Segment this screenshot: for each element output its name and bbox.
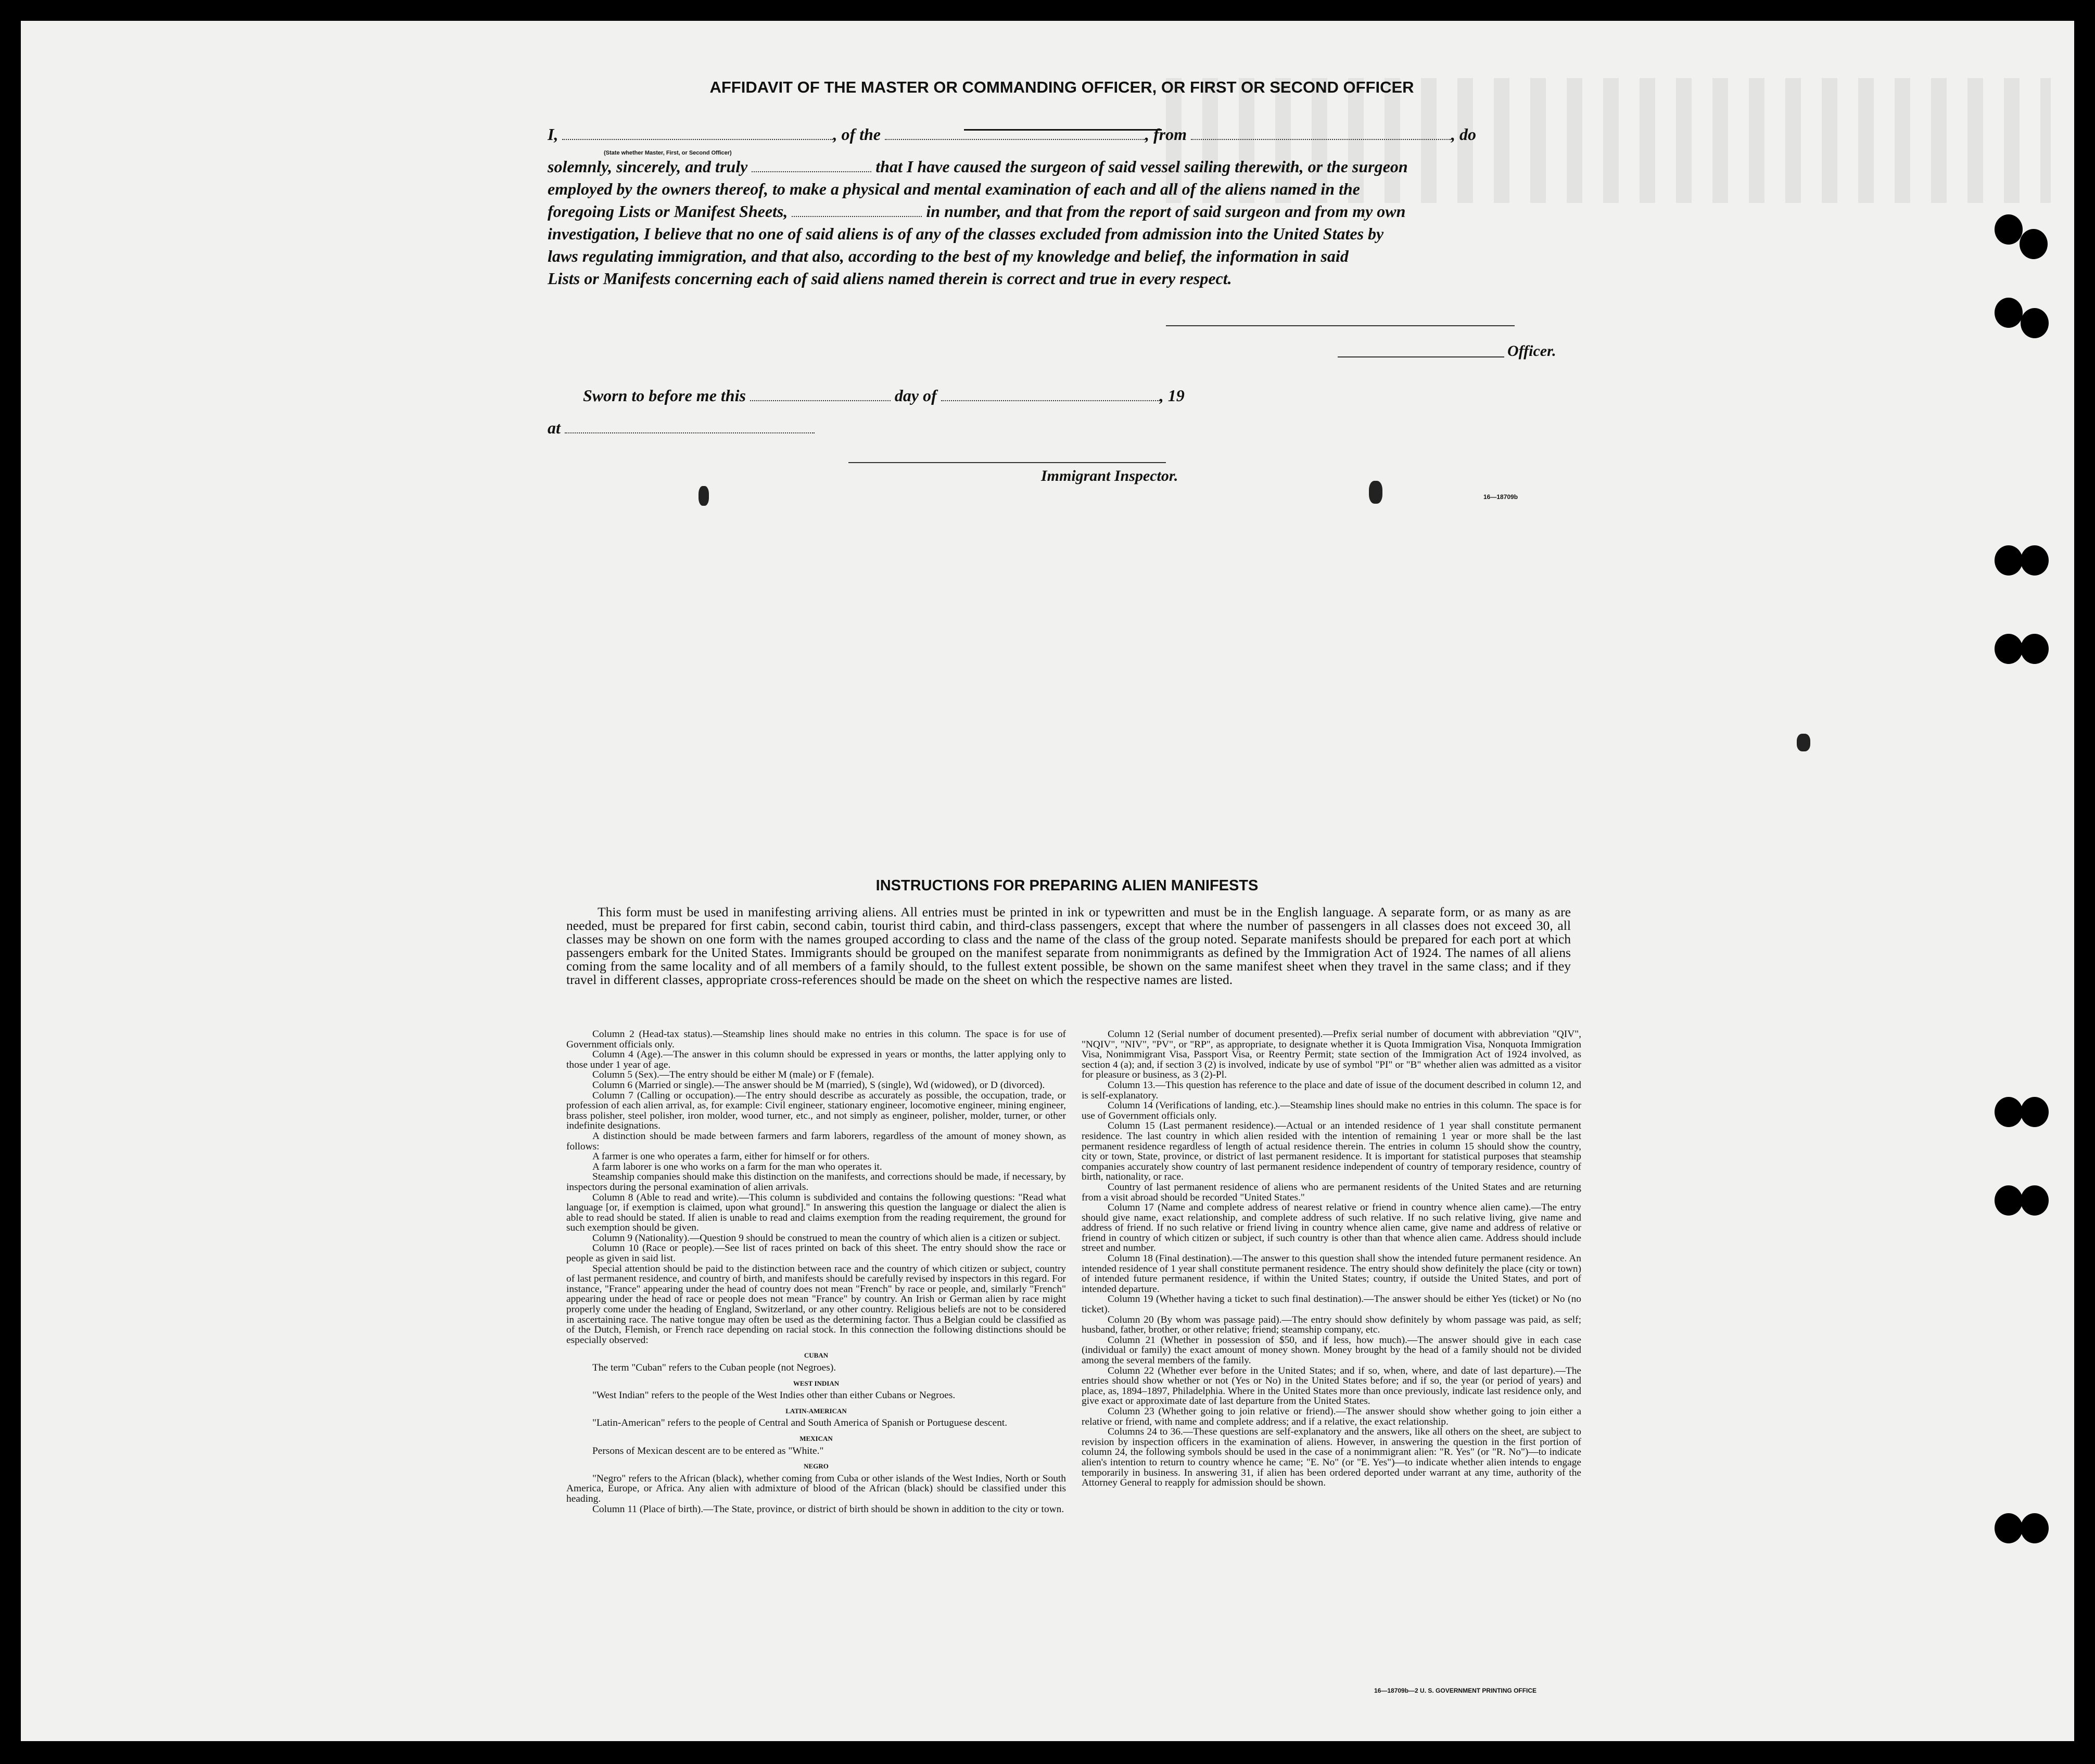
col24-36-paragraph: Columns 24 to 36.—These questions are self-explanatory and the answers, like all others on the sheet, are subject to revision by inspection officers in the examination of aliens. However, in answering the question in the first portion of column 24, the following symbols should be used in the case of a nonimmigrant alien: "R. Yes" (or "R. No")—to indicate alien's intention to return to country whence he came; "E. No" (or "E. Yes")—to indicate whether alien intends to engage temporarily in business. In answering 31, if alien has been ordered deported under warrant at any time, authority of the Attorney General to reapply for admission should be shown. [1082, 1426, 1581, 1489]
binder-hole [1995, 214, 2023, 245]
west-indian-text: "West Indian" refers to the people of the West Indies other than either Cubans or Negroes. [592, 1390, 956, 1401]
col23-paragraph: Column 23 (Whether going to join relative or friend).—The answer should show whether going to join either a relative or friend, with name and complete address; and if a relative, the exact relationship. [1082, 1405, 1581, 1427]
col21-paragraph: Column 21 (Whether in possession of $50, and if less, how much).—The answer should give in each case (individual or family) the exact amount of money shown. Money brought by the head of a family should not be divided among the several members of the family. [1082, 1334, 1581, 1366]
binder-hole [1995, 545, 2023, 576]
col2-paragraph: Column 2 (Head-tax status).—Steamship lines should make no entries in this column. The space is for use of Government officials only. [566, 1029, 1066, 1050]
col13-paragraph: Column 13.—This question has reference to the place and date of issue of the document described in column 12, and is self-explanatory. [1082, 1079, 1581, 1101]
rank-note: (State whether Master, First, or Second Officer) [604, 150, 732, 156]
manifest-sheet [21, 21, 2074, 1741]
col17-paragraph: Column 17 (Name and complete address of nearest relative or friend in country whence alien came).—The entry should give name, exact relationship, and complete address of such relative. If no such relative living, give name and address of friend. If no such relative or friend living in country whence alien came, give name and address of relative or friend in country of which citizen or subject, if such country is other than that whence alien came. Address should include street and number. [1082, 1202, 1581, 1254]
officer-signature-line-1[interactable] [1166, 325, 1515, 326]
inspector-label: Immigrant Inspector. [1041, 467, 1178, 484]
binder-hole [1995, 634, 2023, 664]
binder-hole [1995, 1185, 2023, 1216]
col6-paragraph: Column 6 (Married or single).—The answer should be M (married), S (single), Wd (widowed), or D (divorced). [592, 1079, 1045, 1091]
printing-office-footer: 16—18709b—2 U. S. GOVERNMENT PRINTING OFFICE [1374, 1687, 1537, 1694]
instructions-title: INSTRUCTIONS FOR PREPARING ALIEN MANIFESTS [875, 877, 1259, 894]
col15-paragraph: Column 15 (Last permanent residence).—Actual or an intended residence of 1 year shall constitute permanent residence. The last country in which alien resided with the intention of remaining 1 year or more shall be the last permanent residence regardless of length of actual residence therein. The entries in column 15 should show the country, city or town, State, province, or district of last permanent residence. It is important for statistical purposes that steamship companies accurately show country of last permanent residence independent of country of temporary residence, country of birth, nationality, or race. [1082, 1120, 1581, 1183]
instructions-right-column [1082, 1029, 1581, 1488]
col10-paragraph: Column 10 (Race or people).—See list of races printed on back of this sheet. The entry should show the race or people as given in said list. [566, 1243, 1066, 1264]
affidavit-line-6: laws regulating immigration, and that also, according to the best of my knowledge and belief, the information in said [548, 247, 1349, 265]
sworn-place-line: at [548, 417, 1599, 438]
latin-american-heading: LATIN-AMERICAN [785, 1407, 847, 1415]
col19-paragraph: Column 19 (Whether having a ticket to such final destination).—The answer should be either Yes (ticket) or No (no ticket). [1082, 1294, 1581, 1315]
affidavit-line-4: foregoing Lists or Manifest Sheets, in number, and that from the report of said surgeon and from my own [548, 202, 1406, 221]
vessel-field[interactable] [885, 126, 1145, 140]
col5-paragraph: Column 5 (Sex).—The entry should be either M (male) or F (female). [592, 1069, 874, 1081]
binder-hole [2020, 229, 2048, 259]
affidavit-line-5: investigation, I believe that no one of said aliens is of any of the classes excluded from admission into the United States by [548, 224, 1384, 243]
officer-signature-line-2[interactable] [1338, 356, 1504, 357]
sworn-month-field[interactable] [941, 388, 1160, 401]
affidavit-title: AFFIDAVIT OF THE MASTER OR COMMANDING OFFICER, OR FIRST OR SECOND OFFICER [709, 78, 1414, 96]
col11-paragraph: Column 11 (Place of birth).—The State, province, or district of birth should be shown in addition to the city or town. [592, 1503, 1064, 1515]
mexican-heading: MEXICAN [799, 1434, 833, 1442]
officer-label: Officer. [1507, 342, 1556, 360]
col8-paragraph: Column 8 (Able to read and write).—This column is subdivided and contains the following questions: "Read what language [or, if exemption is claimed, upon what ground]." In answering this question the language or dialect the alien is able to read should be stated. If alien is unable to read and claims exemption from the reading requirement, the ground for such exemption should be given. [566, 1192, 1066, 1234]
us-residents-paragraph: Country of last permanent residence of aliens who are permanent residents of the United States and are returning from a visit abroad should be recorded "United States." [1082, 1181, 1581, 1203]
col22-paragraph: Column 22 (Whether ever before in the United States; and if so, when, where, and date of last departure).—The entries should show whether or not (Yes or No) in the United States before; and if so, the year (or period of years) and place, as, 1894–1897, Philadelphia. Where in the United States more than once previously, indicate last residence only, and give exact or approximate date of last departure from the United States. [1082, 1365, 1581, 1407]
cuban-text: The term "Cuban" refers to the Cuban people (not Negroes). [592, 1362, 836, 1373]
binder-hole [1995, 298, 2023, 328]
binder-hole [2021, 634, 2049, 664]
port-field[interactable] [1191, 126, 1451, 140]
col9-paragraph: Column 9 (Nationality).—Question 9 should be construed to mean the country of which alien is a citizen or subject. [592, 1232, 1061, 1244]
affidavit-line-2: solemnly, sincerely, and truly that I have caused the surgeon of said vessel sailing therewith, or the surgeon [548, 157, 1408, 176]
sworn-line: Sworn to before me this day of , 19 [583, 386, 1185, 405]
binder-hole [1995, 1097, 2023, 1127]
sworn-place-field[interactable] [565, 420, 815, 433]
number-field[interactable] [792, 203, 922, 217]
mexican-text: Persons of Mexican descent are to be entered as "White." [592, 1445, 824, 1456]
binder-hole [2021, 545, 2049, 576]
binder-hole [2021, 308, 2049, 338]
binder-hole [1995, 1513, 2023, 1543]
instructions-left-column [566, 1029, 1066, 1514]
col7-paragraph: Column 7 (Calling or occupation).—The entry should describe as accurately as possible, the occupation, trade, or profession of each alien arrival, as, for example: Civil engineer, stationary engineer, locomotive engineer, mining engineer, brass polisher, steel polisher, iron molder, wood turner, etc., and not simply as engineer, polisher, molder, turner, or other indefinite designations. [566, 1090, 1066, 1132]
west-indian-heading: WEST INDIAN [793, 1379, 840, 1387]
affidavit-line-7: Lists or Manifests concerning each of said aliens named therein is correct and true in every respect. [548, 269, 1232, 288]
col20-paragraph: Column 20 (By whom was passage paid).—The entry should show definitely by whom passage was paid, as self; husband, father, brother, or other relative; friend; steamship company, etc. [1082, 1314, 1581, 1336]
col4-paragraph: Column 4 (Age).—The answer in this column should be expressed in years or months, the latter applying only to those under 1 year of age. [566, 1049, 1066, 1070]
cuban-heading: CUBAN [804, 1351, 829, 1360]
binder-hole [2021, 1097, 2049, 1127]
binder-hole [2021, 1513, 2049, 1543]
oath-field[interactable] [752, 159, 871, 172]
affidavit-line-3: employed by the owners thereof, to make a physical and mental examination of each and all of the aliens named in the [548, 180, 1360, 198]
instructions-intro: This form must be used in manifesting arriving aliens. All entries must be printed in ink or typewritten and must be in the English language. A separate form, or as many as are needed, must be prepared for first cabin, second cabin, tourist third cabin, and third-class passengers, except that where the number of passengers in all classes does not exceed 30, all classes may be shown on one form with the names grouped according to class and the name of the class of the group noted. Separate manifests should be prepared for each port at which passengers embark for the United States. Immigrants should be grouped on the manifest separate from nonimmigrants as defined by the Immigration Act of 1924. The names of all aliens coming from the same locality and of all members of a family should, to the fullest extent possible, be shown on the same manifest sheet when they travel in the same class; and if they travel in different classes, appropriate cross-references should be made on the sheet on which the respective names are listed. [566, 904, 1571, 987]
ink-blot [1369, 481, 1382, 504]
latin-american-text: "Latin-American" refers to the people of Central and South America of Spanish or Portuguese descent. [592, 1417, 1008, 1429]
steamship-corrections: Steamship companies should make this distinction on the manifests, and corrections should be made, if necessary, by inspectors during the personal examination of alien arrivals. [566, 1171, 1066, 1193]
farm-laborer-definition: A farm laborer is one who works on a farm for the man who operates it. [592, 1161, 882, 1172]
farmer-definition: A farmer is one who operates a farm, either for himself or for others. [592, 1151, 870, 1162]
sworn-date-field[interactable] [750, 388, 891, 401]
col18-paragraph: Column 18 (Final destination).—The answer to this question shall show the intended future permanent residence. An intended residence of 1 year shall constitute permanent residence. The entry should show definitely the place (city or town) of intended future permanent residence, if within the United States; country, if outside the United States, and port of intended departure. [1082, 1253, 1581, 1295]
race-distinction: Special attention should be paid to the distinction between race and the country of which citizen or subject, country of last permanent residence, and country of birth, and manifests should be carefully revised by inspectors in this regard. For instance, "France" appearing under the head of country does not mean "French" by race or people, and, similarly "French" appearing under the head of race or people does not mean "France" by country. An Irish or German alien by race might properly come under the heading of England, Switzerland, or any other country. Religious beliefs are not to be considered in ascertaining race. The native tongue may often be used as the determining factor. Thus a Belgian could be classified as of the Dutch, Flemish, or French race depending on racial stock. In this connection the following distinctions should be especially observed: [566, 1263, 1066, 1346]
col14-paragraph: Column 14 (Verifications of landing, etc.).—Steamship lines should make no entries in this column. The space is for use of Government officials only. [1082, 1100, 1581, 1121]
form-number: 16—18709b [1483, 493, 1518, 501]
ink-blot [699, 486, 709, 506]
col12-paragraph: Column 12 (Serial number of document presented).—Prefix serial number of document with abbreviation "QIV", "NQIV", "NIV", "PV", or "RP", as appropriate, to designate whether it is Quota Immigration Visa, Nonquota Immigration Visa, Nonimmigrant Visa, Passport Visa, or Reentry Permit; state section of the Immigration Act of 1924 involved, as section 4 (a); and, if section 3 (2) is involved, indicate by use of symbol "PI" or "B" whether alien was admitted as a visitor for pleasure or business, as 3 (2)-Pl. [1082, 1029, 1581, 1081]
binder-hole [2021, 1185, 2049, 1216]
rank-field[interactable] [562, 126, 833, 140]
negro-heading: NEGRO [804, 1462, 829, 1471]
negro-text: "Negro" refers to the African (black), whether coming from Cuba or other islands of the West Indies, North or South America, Europe, or Africa. Any alien with admixture of blood of the African (black) should be classified under this heading. [566, 1473, 1066, 1504]
inspector-signature-line[interactable] [848, 462, 1166, 463]
farmer-distinction: A distinction should be made between farmers and farm laborers, regardless of the amount of money shown, as follows: [566, 1130, 1066, 1152]
ink-blot [1797, 734, 1810, 751]
affidavit-line-1: I, , of the , from , do [548, 125, 1476, 144]
